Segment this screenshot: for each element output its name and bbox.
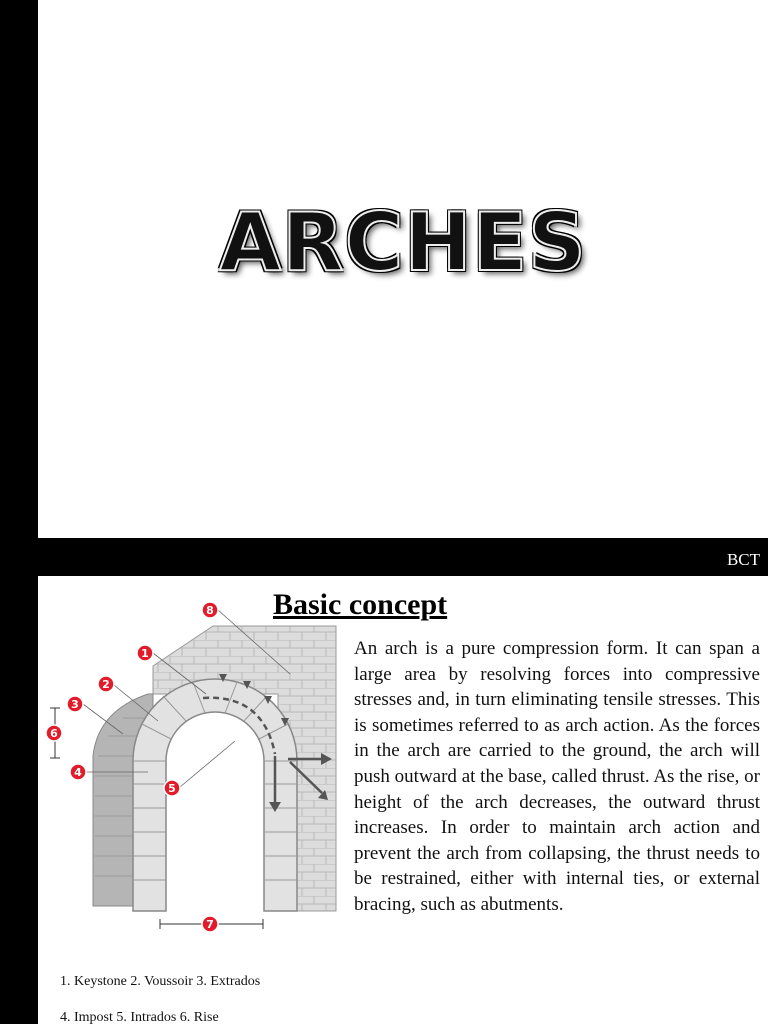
callout-badge-3 (67, 696, 83, 712)
section-heading: Basic concept (273, 588, 448, 621)
legend-line-2: 4. Impost 5. Intrados 6. Rise (60, 1010, 219, 1024)
leader-line (180, 741, 235, 787)
callout-badge-4 (70, 764, 86, 780)
svg-text:8: 8 (206, 604, 214, 617)
svg-text:6: 6 (50, 727, 58, 740)
svg-text:5: 5 (168, 782, 176, 795)
svg-text:2: 2 (102, 678, 110, 691)
svg-text:1: 1 (141, 647, 149, 660)
arch-diagram (38, 576, 368, 956)
back-wall (153, 626, 336, 911)
body-paragraph: An arch is a pure compression form. It can span a large area by resolving forces into compressive stresses and, in turn eliminating tensile stresses. This is sometimes referred to as arch action. As the forces in the arch are carried to the ground, the arch will push outward at the base, called thrust. As the rise, or height of the arch decreases, the outward thrust increases. In order to maintain arch action and prevent the arch from collapsing, the thrust needs to be restrained, either with internal ties, or external bracing, such as abutments. (354, 638, 760, 915)
title-slide (38, 0, 768, 538)
legend-line-1: 1. Keystone 2. Voussoir 3. Extrados (60, 974, 261, 989)
content-slide (38, 576, 768, 1024)
slide-title: ARCHES (219, 196, 587, 289)
callout-badge-6 (46, 725, 62, 741)
svg-text:3: 3 (71, 698, 79, 711)
svg-text:4: 4 (74, 766, 82, 779)
svg-text:7: 7 (206, 918, 214, 931)
callout-badge-2 (98, 676, 114, 692)
callout-badge-5 (164, 780, 180, 796)
callout-badge-7 (202, 916, 218, 932)
footer-label: BCT (726, 550, 760, 569)
callout-badge-1 (137, 645, 153, 661)
callout-badge-8 (202, 602, 218, 618)
arch-front-face (133, 679, 297, 911)
